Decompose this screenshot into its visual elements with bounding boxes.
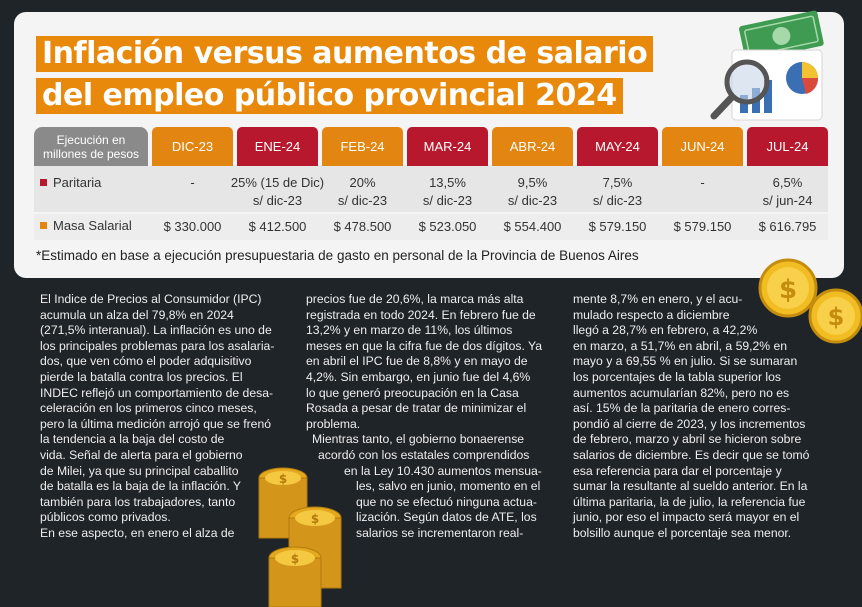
row-label-masa-salarial: Masa Salarial [40, 218, 132, 233]
column-header: MAR-24 [407, 127, 488, 166]
text-line: (271,5% interanual). La inflación es uno de [40, 323, 272, 338]
text-line: llegó a 28,7% en febrero, a 42,2% [573, 323, 758, 338]
table-cell: 25% (15 de Dic) s/ dic-23 [230, 175, 325, 208]
text-line: pondió al cierre de 2023, y los incrementos [573, 416, 806, 431]
text-line: INDEC reflejó un comportamiento de desa- [40, 385, 274, 400]
text-line: sumar la resultante al sueldo anterior. En la [573, 479, 808, 494]
text-line: Rosada a pesar de tratar de minimizar el [306, 401, 527, 416]
table-cell: 9,5% s/ dic-23 [507, 175, 558, 208]
svg-text:$: $ [827, 303, 845, 331]
text-line: esa referencia para dar el porcentaje y [573, 463, 782, 478]
table-cell: 20% s/ dic-23 [337, 175, 388, 208]
table-cell: 6,5% s/ jun-24 [762, 175, 813, 208]
coins-icon [758, 258, 862, 344]
svg-text:$: $ [310, 512, 320, 526]
table-cell: $ 478.500 [333, 219, 392, 234]
table-footnote: *Estimado en base a ejecución presupuestaria de gasto en personal de la Provincia de Buenos Aires [36, 248, 639, 263]
svg-text:$: $ [290, 552, 300, 566]
text-line: la tendencia a la baja del costo de [40, 432, 225, 447]
text-line: en marzo, a 51,7% en abril, a 59,2% en [573, 338, 788, 353]
finance-illustration-icon [702, 10, 832, 125]
svg-text:$: $ [778, 275, 798, 305]
table-cell: $ 579.150 [673, 219, 732, 234]
text-line: de Milei, ya que su principal caballito [40, 463, 239, 478]
text-line: salarios se incrementaron real- [356, 525, 524, 540]
text-line: registrada en todo 2024. En febrero fue de [306, 307, 536, 322]
text-line: públicos como privados. [40, 510, 171, 525]
text-line: dos, que ven cómo el poder adquisitivo [40, 354, 252, 369]
text-line: mayo y a 69,55 % en julio. Si se sumaran [573, 354, 798, 369]
column-header: DIC-23 [152, 127, 233, 166]
text-line: los porcentajes de la tabla superior los [573, 369, 781, 384]
text-line: junio, por eso el impacto será mayor en el [573, 510, 800, 525]
text-line: acordó con los estatales comprendidos [318, 447, 530, 462]
text-line: de febrero, marzo y abril se hicieron sobre [573, 432, 802, 447]
table-cell: $ 412.500 [248, 219, 307, 234]
text-line: en la Ley 10.430 aumentos mensua- [344, 463, 542, 478]
text-line: vida. Señal de alerta para el gobierno [40, 447, 243, 462]
text-line: lo que generó preocupación en la Casa [306, 385, 519, 400]
table-cell: $ 616.795 [758, 219, 817, 234]
text-line: mente 8,7% en enero, y el acu- [573, 292, 743, 306]
article-column-1 [40, 292, 288, 542]
text-line: pierde la batalla contra los precios. El [40, 369, 243, 384]
text-line: meses en que la cifra fue de dos dígitos. Ya [306, 338, 542, 353]
column-header: FEB-24 [322, 127, 403, 166]
text-line: El Indice de Precios al Consumidor (IPC) [40, 292, 262, 306]
svg-text:$: $ [278, 472, 288, 486]
column-header: ABR-24 [492, 127, 573, 166]
column-header: JUL-24 [747, 127, 828, 166]
text-line: mulado respecto a diciembre [573, 307, 730, 322]
text-line: también para los trabajadores, tanto [40, 494, 236, 509]
row-label-paritaria: Paritaria [40, 175, 101, 190]
text-line: así. 15% de la paritaria de enero corres- [573, 401, 791, 416]
text-line: aumentos acumularían 82%, pero no es [573, 385, 790, 400]
text-line: lización. Según datos de ATE, los [356, 510, 537, 525]
text-line: de batalla es la baja de la inflación. Y [40, 479, 242, 494]
table-cell: - [700, 175, 705, 190]
text-line: 4,2%. Sin embargo, en junio fue del 4,6% [306, 369, 531, 384]
table-cell: 13,5% s/ dic-23 [422, 175, 473, 208]
table-cell: 7,5% s/ dic-23 [592, 175, 643, 208]
text-line: les, salvo en junio, momento en el [356, 479, 541, 494]
text-line: celeración en los primeros cinco meses, [40, 401, 257, 416]
text-line: 13,2% y en marzo de 11%, los últimos [306, 323, 513, 338]
text-line: Mientras tanto, el gobierno bonaerense [312, 432, 525, 447]
table-cell: - [190, 175, 195, 190]
text-line: problema. [306, 416, 361, 431]
text-line: que no se efectuó ninguna actua- [356, 494, 537, 509]
column-header: MAY-24 [577, 127, 658, 166]
column-header: ENE-24 [237, 127, 318, 166]
page-title-line-1: Inflación versus aumentos de salario [36, 36, 653, 72]
text-line: salarios de diciembre. Es decir que se tomó [573, 447, 810, 462]
text-line: precios fue de 20,6%, la marca más alta [306, 292, 524, 306]
text-line: última paritaria, la de julio, la referencia fue [573, 494, 806, 509]
orange-square-icon [40, 222, 47, 229]
page-title-line-2: del empleo público provincial 2024 [36, 78, 623, 114]
red-square-icon [40, 179, 47, 186]
text-line: los principales problemas para los asalaria- [40, 338, 275, 353]
text-line: en abril el IPC fue de 8,8% y en mayo de [306, 354, 528, 369]
table-cell: $ 554.400 [503, 219, 562, 234]
text-line: En ese aspecto, en enero el alza de [40, 525, 235, 540]
table-header-label: Ejecución en millones de pesos [34, 127, 148, 166]
text-line: pero la última medición arrojó que se frenó [40, 416, 272, 431]
coin-stack-icon [255, 458, 355, 607]
table-cell: $ 330.000 [163, 219, 222, 234]
text-line: acumula un alza del 79,8% en 2024 [40, 307, 234, 322]
table-cell: $ 579.150 [588, 219, 647, 234]
column-header: JUN-24 [662, 127, 743, 166]
table-cell: $ 523.050 [418, 219, 477, 234]
text-line: bolsillo aunque el porcentaje sea menor. [573, 525, 792, 540]
